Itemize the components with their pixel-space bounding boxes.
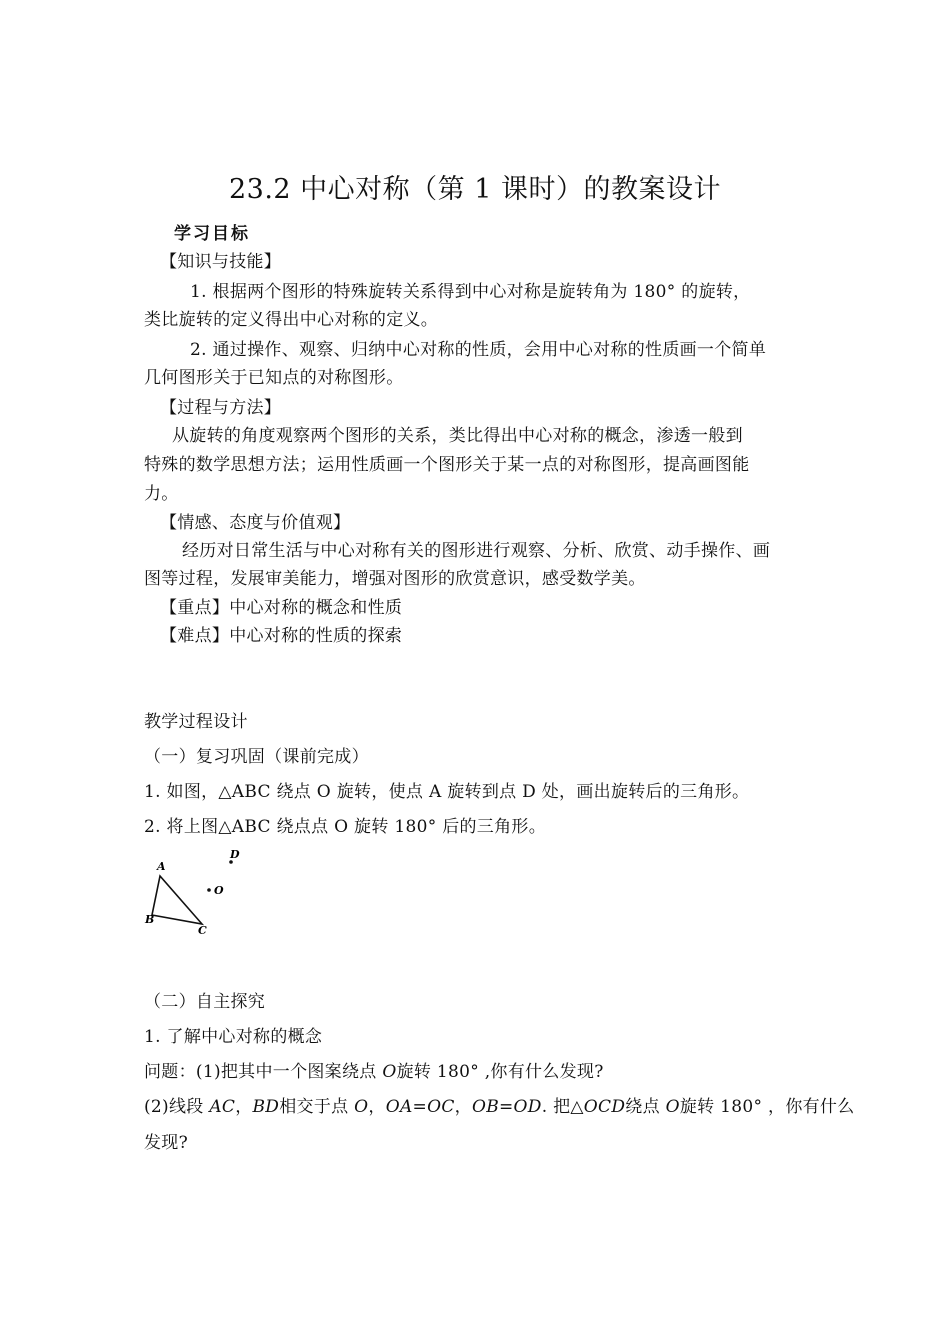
process-line-2: 特殊的数学思想方法；运用性质画一个图形关于某一点的对称图形，提高画图能 — [144, 455, 750, 475]
process-heading: 【过程与方法】 — [160, 398, 282, 418]
q2-rest-b: 绕点 — [625, 1097, 660, 1117]
q2-text: (2)线段 — [144, 1097, 204, 1117]
goals-heading: 学习目标 — [174, 224, 250, 244]
knowledge-heading: 【知识与技能】 — [160, 252, 282, 272]
question-2: 2. 将上图△ABC 绕点点 O 旋转 180° 后的三角形。 — [144, 817, 546, 837]
label-o: O — [214, 884, 224, 897]
knowledge-item-1-line-1: 1. 根据两个图形的特殊旋转关系得到中心对称是旋转角为 180° 的旋转， — [190, 282, 751, 302]
point-o-ref: O — [382, 1062, 397, 1082]
equation-oa-oc: OA=OC — [385, 1097, 455, 1117]
page-title: 23.2 中心对称（第 1 课时）的教案设计 — [228, 174, 722, 205]
question-1: 1. 如图，△ABC 绕点 O 旋转，使点 A 旋转到点 D 处，画出旋转后的三角形。 — [144, 782, 750, 802]
question-1-prefix: 问题：(1)把其中一个图案绕点 — [144, 1062, 377, 1082]
segment-bd: BD — [252, 1097, 280, 1117]
item-1: 1. 了解中心对称的概念 — [144, 1027, 323, 1047]
q2-rest-a: . 把△ — [541, 1097, 584, 1117]
question-2-line-1 — [144, 1095, 855, 1119]
difficult-point: 【难点】中心对称的性质的探索 — [160, 626, 403, 646]
q2-mid: 相交于点 — [279, 1097, 349, 1117]
emotion-line-1: 经历对日常生活与中心对称有关的图形进行观察、分析、欣赏、动手操作、画 — [182, 541, 771, 561]
question-1-suffix: 旋转 180° ,你有什么发现? — [396, 1062, 604, 1082]
emotion-line-2: 图等过程，发展审美能力，增强对图形的欣赏意识，感受数学美。 — [144, 569, 646, 589]
triangle-abc — [152, 876, 202, 924]
section-1-heading: （一）复习巩固（课前完成） — [144, 747, 369, 767]
label-d: D — [230, 848, 240, 861]
emotion-heading: 【情感、态度与价值观】 — [160, 513, 351, 533]
point-o — [207, 888, 211, 892]
section-2-heading: （二）自主探究 — [144, 992, 266, 1012]
question-2-line-2: 发现? — [144, 1133, 189, 1153]
triangle-figure — [140, 844, 260, 939]
triangle-ocd: OCD — [583, 1097, 626, 1117]
q2-comma: ， — [454, 1097, 472, 1117]
segment-ac: AC — [209, 1097, 236, 1117]
q2-comma: ， — [368, 1097, 386, 1117]
equation-ob-od: OB=OD — [471, 1097, 542, 1117]
label-c: C — [198, 924, 207, 937]
q2-comma: ， — [235, 1097, 253, 1117]
point-o-ref: O — [354, 1097, 369, 1117]
question-1-line — [144, 1060, 604, 1084]
process-line-1: 从旋转的角度观察两个图形的关系，类比得出中心对称的概念，渗透一般到 — [172, 426, 743, 446]
knowledge-item-2-line-1: 2. 通过操作、观察、归纳中心对称的性质，会用中心对称的性质画一个简单 — [190, 340, 767, 360]
process-line-3: 力。 — [144, 484, 179, 504]
knowledge-item-1-line-2: 类比旋转的定义得出中心对称的定义。 — [144, 310, 439, 330]
point-o-ref: O — [665, 1097, 680, 1117]
q2-rest-c: 旋转 180° ，你有什么 — [679, 1097, 855, 1117]
key-point: 【重点】中心对称的概念和性质 — [160, 598, 403, 618]
process-design-heading: 教学过程设计 — [144, 712, 248, 732]
knowledge-item-2-line-2: 几何图形关于已知点的对称图形。 — [144, 368, 404, 388]
label-a: A — [157, 860, 166, 873]
label-b: B — [145, 913, 155, 926]
